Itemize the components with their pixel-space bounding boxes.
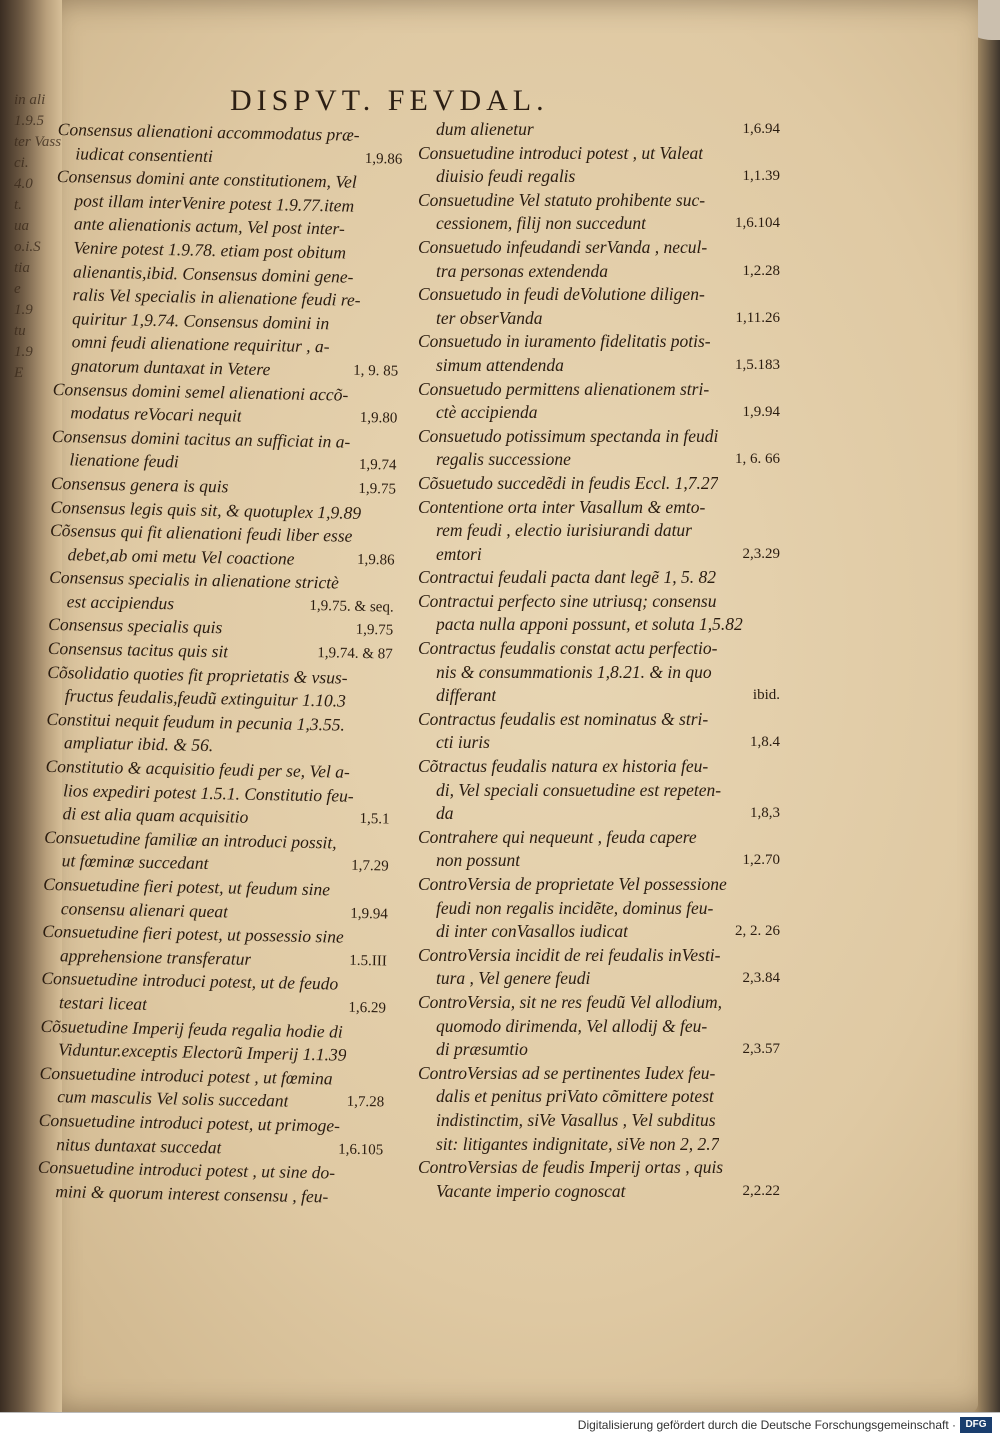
entry-text: gnatorum duntaxat in Vetere xyxy=(71,355,271,380)
margin-fragment: o.i.S xyxy=(14,239,41,255)
entry-text: differant xyxy=(436,685,497,706)
entry-text: consensu alienari queat xyxy=(60,897,229,922)
funding-notice: Digitalisierung gefördert durch die Deutsche Forschungsgemeinschaft · xyxy=(577,1418,956,1432)
entry-text: alienantis,ibid. Consensus domini gene- xyxy=(72,260,354,287)
entry-text: Consuetudo potissimum spectanda in feudi xyxy=(418,425,719,446)
margin-fragment: in ali xyxy=(14,92,46,108)
running-header: DISPVT. FEVDAL. xyxy=(230,84,549,117)
entry-text: pacta nulla apponi possunt, et soluta 1,5.82 xyxy=(436,614,743,635)
entry-text: Consuetudine introduci potest , ut Valeat xyxy=(418,142,704,163)
index-line xyxy=(418,283,780,307)
entry-reference: 1,6.105 xyxy=(338,1141,384,1158)
entry-text: Consuetudo infeudandi serVanda , necul- xyxy=(418,236,708,257)
entry-text: quomodo dirimenda, Vel allodij & feu- xyxy=(436,1015,708,1036)
entry-text: Cõsensus qui fit alienationi feudi liber esse xyxy=(49,520,353,546)
entry-text: Consuetudine introduci potest , ut sine do- xyxy=(37,1156,336,1183)
index-line xyxy=(418,1015,780,1039)
index-line xyxy=(418,1133,780,1157)
entry-reference: 1,9.75 xyxy=(358,480,397,498)
entry-text: Contentione orta inter Vasallum & emto- xyxy=(418,496,706,517)
index-line xyxy=(418,590,780,614)
entry-reference: 1, 9. 85 xyxy=(353,362,399,380)
index-entry xyxy=(53,165,402,384)
entry-text: ControVersia incidit de rei feudalis inVesti- xyxy=(418,944,721,965)
index-line xyxy=(418,826,780,850)
footer-bar xyxy=(0,1412,1000,1438)
index-entry xyxy=(41,967,387,1021)
entry-text: Consuetudine introduci potest, ut de feudo xyxy=(41,968,339,994)
index-entry xyxy=(418,1156,780,1203)
entry-text: ante alienationis actum, Vel post inter- xyxy=(73,213,345,239)
entry-reference: 1,9.86 xyxy=(356,551,395,569)
index-column-left xyxy=(37,118,403,1210)
index-line xyxy=(418,307,780,331)
entry-reference: 1,11.26 xyxy=(735,309,780,326)
index-line xyxy=(418,1085,780,1109)
index-entry xyxy=(51,425,397,479)
entry-text: Contrahere qui nequeunt , feuda capere xyxy=(418,826,697,847)
entry-text: Vacante imperio cognoscat xyxy=(436,1180,626,1201)
entry-reference: 1,8.4 xyxy=(750,734,780,751)
index-entry xyxy=(418,637,780,708)
entry-reference: 1,9.94 xyxy=(742,404,780,421)
entry-text: Consensus domini semel alienationi accõ- xyxy=(52,378,349,405)
entry-text: ControVersias ad se pertinentes Iudex feu- xyxy=(418,1062,716,1083)
index-line xyxy=(418,1109,780,1133)
entry-text: Consensus genera is quis xyxy=(50,472,229,497)
entry-text: Consuetudine fieri potest, ut feudum sine xyxy=(43,873,331,900)
index-line xyxy=(418,1180,780,1204)
entry-text: Consensus tacitus quis sit xyxy=(47,637,229,662)
index-entry xyxy=(42,920,388,974)
entry-text: ctè accipienda xyxy=(436,402,538,423)
entry-text: lienatione feudi xyxy=(69,449,179,472)
index-line xyxy=(418,708,780,732)
index-column-right xyxy=(418,118,780,1203)
entry-text: simum attendenda xyxy=(436,354,564,375)
margin-fragment: e xyxy=(14,281,21,297)
margin-fragment: t. xyxy=(14,197,22,213)
entry-text: dum alienetur xyxy=(436,119,534,139)
entry-reference: 2,3.57 xyxy=(742,1041,780,1058)
index-line xyxy=(418,543,780,567)
entry-text: fructus feudalis,feudũ extinguitur 1.10.3 xyxy=(64,685,347,711)
entry-text: Consuetudine Vel statuto prohibente suc- xyxy=(418,189,706,210)
index-entry xyxy=(418,1062,780,1156)
index-line xyxy=(418,566,780,590)
entry-text: Viduntur.exceptis Electorũ Imperij 1.1.39 xyxy=(57,1039,347,1065)
entry-text: apprehensione transferatur xyxy=(59,944,252,969)
index-entry xyxy=(418,755,780,826)
entry-reference: 1,7.28 xyxy=(346,1094,385,1111)
index-entry xyxy=(418,283,780,330)
index-line xyxy=(418,1156,780,1180)
entry-reference: 1,6.104 xyxy=(735,215,780,232)
entry-text: non possunt xyxy=(436,850,521,871)
entry-reference: 1, 6. 66 xyxy=(735,451,780,468)
margin-fragment: tu xyxy=(14,323,26,339)
entry-text: testari liceat xyxy=(58,992,148,1014)
entry-reference: 1,9.75 xyxy=(355,622,394,639)
index-entry xyxy=(44,755,390,832)
index-entry xyxy=(40,1014,386,1068)
entry-text: ut fœminæ succedant xyxy=(61,850,209,874)
entry-text: Consuetudine introduci potest , ut fœmina xyxy=(39,1062,333,1089)
entry-text: Consuetudo permittens alienationem stri- xyxy=(418,378,710,399)
entry-text: Consuetudine fieri potest, ut possessio sine xyxy=(42,921,344,947)
index-line xyxy=(418,802,780,826)
entry-text: da xyxy=(436,803,454,824)
entry-text: regalis successione xyxy=(436,449,571,470)
index-line xyxy=(418,378,780,402)
entry-reference: 2,3.84 xyxy=(742,970,780,987)
index-line xyxy=(418,661,780,685)
index-entry xyxy=(48,566,394,620)
index-entry xyxy=(418,472,780,496)
index-entry xyxy=(418,330,780,377)
margin-fragment: ci. xyxy=(14,155,29,171)
entry-text: rem feudi , electio iurisiurandi datur xyxy=(436,520,692,541)
entry-text: di, Vel speciali consuetudine est repeten- xyxy=(436,779,722,800)
index-line xyxy=(418,920,780,944)
entry-text: Cõsolidatio quoties fit proprietatis & vsus- xyxy=(47,661,348,688)
entry-text: cum masculis Vel solis succedant xyxy=(57,1086,289,1111)
entry-reference: 1,9.74. & 87 xyxy=(317,645,393,663)
index-line xyxy=(418,236,780,260)
index-entry xyxy=(44,826,390,880)
entry-text: omni feudi alienatione requiritur , a- xyxy=(71,331,330,357)
index-entry xyxy=(418,118,780,142)
entry-text: indistinctim, siVe Vasallus , Vel subditus xyxy=(436,1109,716,1130)
entry-text: Venire potest 1.9.78. etiam post obitum xyxy=(73,237,347,263)
index-line xyxy=(418,519,780,543)
index-entry xyxy=(49,519,395,573)
index-entry xyxy=(418,236,780,283)
index-entry xyxy=(418,590,780,637)
index-line xyxy=(418,118,780,142)
entry-text: mini & quorum interest consensu , feu- xyxy=(55,1180,329,1207)
index-entry xyxy=(418,189,780,236)
entry-text: Cõsuetudine Imperij feuda regalia hodie di xyxy=(40,1015,343,1042)
index-line xyxy=(418,472,780,496)
entry-text: Consuetudine introduci potest, ut primoge- xyxy=(38,1109,341,1136)
index-entry xyxy=(418,944,780,991)
index-line xyxy=(418,401,780,425)
entry-text: tura , Vel genere feudi xyxy=(436,968,591,989)
margin-fragment: 1.9.5 xyxy=(14,113,44,129)
entry-text: Contractus feudalis constat actu perfectio- xyxy=(418,638,718,659)
entry-text: ralis Vel specialis in alienatione feudi re- xyxy=(72,284,361,310)
entry-text: feudi non regalis incidẽte, dominus feu- xyxy=(436,897,714,918)
index-entry xyxy=(418,826,780,873)
index-entry xyxy=(57,118,403,172)
index-line xyxy=(418,731,780,755)
entry-text: Consuetudine familiæ an introduci possit, xyxy=(44,826,337,853)
entry-reference: 1,1.39 xyxy=(742,168,780,185)
entry-text: Consensus alienationi accommodatus præ- xyxy=(57,118,360,145)
entry-reference: 1,5.183 xyxy=(735,356,780,373)
entry-reference: 1,9.74 xyxy=(358,457,397,474)
index-entry xyxy=(52,377,398,431)
index-entry xyxy=(418,873,780,944)
entry-reference: 1.5.III xyxy=(349,952,388,970)
entry-text: iudicat consentienti xyxy=(75,142,214,166)
index-entry xyxy=(418,425,780,472)
entry-reference: 1,5.1 xyxy=(359,811,390,828)
entry-reference: 1,9.94 xyxy=(350,905,388,923)
entry-text: ControVersias de feudis Imperij ortas , quis xyxy=(418,1157,724,1178)
index-entry xyxy=(418,566,780,590)
entry-text: ControVersia, sit ne res feudũ Vel allodium, xyxy=(418,991,722,1012)
entry-text: est accipiendus xyxy=(66,591,175,614)
index-line xyxy=(418,637,780,661)
entry-text: ter obserVanda xyxy=(436,307,543,328)
index-entry xyxy=(46,708,392,762)
entry-text: di inter conVasallos iudicat xyxy=(436,921,629,942)
entry-reference: 1,9.75. & seq. xyxy=(309,597,394,616)
entry-text: Consensus domini tacitus an sufficiat in a- xyxy=(51,425,351,452)
entry-text: quiritur 1,9.74. Consensus domini in xyxy=(71,308,330,333)
index-line xyxy=(418,755,780,779)
entry-reference: 1,2.28 xyxy=(742,262,780,279)
index-line xyxy=(418,944,780,968)
index-line xyxy=(418,496,780,520)
entry-text: Consensus specialis quis xyxy=(48,614,223,638)
entry-text: Consensus specialis in alienatione strictè xyxy=(48,567,340,593)
entry-text: post illam interVenire potest 1.9.77.item xyxy=(74,190,355,216)
entry-text: Constitui nequit feudum in pecunia 1,3.55. xyxy=(46,708,346,735)
entry-text: Consuetudo in feudi deVolutione diligen- xyxy=(418,284,705,305)
index-line xyxy=(418,448,780,472)
entry-reference: 1,7.29 xyxy=(351,858,389,875)
entry-text: Consensus domini ante constitutionem, Vel xyxy=(56,166,357,192)
entry-text: diuisio feudi regalis xyxy=(436,166,576,187)
entry-text: di est alia quam acquisitio xyxy=(62,803,249,827)
index-entry xyxy=(47,661,393,715)
index-line xyxy=(418,613,780,637)
margin-fragment: E xyxy=(14,365,24,381)
margin-fragment: 4.0 xyxy=(14,176,33,192)
index-line xyxy=(418,142,780,166)
index-line xyxy=(418,212,780,236)
entry-reference: 1,9.80 xyxy=(359,409,398,427)
index-line xyxy=(418,991,780,1015)
margin-fragment: 1.9 xyxy=(14,344,33,360)
entry-text: ControVersia de proprietate Vel possessione xyxy=(418,874,727,894)
entry-reference: 2,2.22 xyxy=(742,1182,780,1199)
margin-fragment: ter Vass xyxy=(14,134,62,150)
index-entry xyxy=(418,496,780,567)
index-entry xyxy=(43,873,389,927)
entry-text: di præsumtio xyxy=(436,1039,528,1060)
entry-reference: 1,2.70 xyxy=(742,852,780,869)
dfg-logo: DFG xyxy=(960,1417,992,1433)
entry-text: tra personas extendenda xyxy=(436,260,609,281)
index-line xyxy=(418,779,780,803)
index-entry xyxy=(39,1062,385,1116)
index-line xyxy=(418,873,780,897)
entry-text: Contractui perfecto sine utriusq; consensu xyxy=(418,590,717,611)
entry-text: lios expediri potest 1.5.1. Constitutio feu- xyxy=(62,779,354,806)
index-entry xyxy=(418,991,780,1062)
entry-reference: ibid. xyxy=(752,687,780,704)
entry-text: Cõtractus feudalis natura ex historia feu- xyxy=(418,756,709,777)
index-entry xyxy=(418,378,780,425)
index-entry xyxy=(38,1109,384,1163)
entry-text: debet,ab omi metu Vel coactione xyxy=(67,543,295,569)
margin-fragment: tia xyxy=(14,260,30,276)
index-line xyxy=(418,165,780,189)
index-line xyxy=(418,425,780,449)
entry-text: sit: litigantes indignitate, siVe non 2, 2.7 xyxy=(436,1133,720,1154)
entry-text: Consensus legis quis sit, & quotuplex 1,9.89 xyxy=(50,496,362,523)
entry-text: Cõsuetudo succedẽdi in feudis Eccl. 1,7.27 xyxy=(418,472,719,493)
index-line xyxy=(418,354,780,378)
entry-text: Contractus feudalis est nominatus & stri- xyxy=(418,708,709,729)
entry-text: dalis et penitus priVato cõmittere potest xyxy=(436,1086,714,1107)
entry-reference: 1,9.86 xyxy=(364,150,403,168)
entry-text: nis & consummationis 1,8.21. & in quo xyxy=(436,661,712,682)
entry-reference: 1,6.29 xyxy=(348,999,387,1017)
entry-reference: 1,8,3 xyxy=(750,805,780,822)
index-line xyxy=(418,260,780,284)
entry-reference: 2, 2. 26 xyxy=(735,923,780,940)
index-line xyxy=(418,967,780,991)
entry-reference: 2,3.29 xyxy=(742,545,780,562)
index-entry xyxy=(37,1156,383,1210)
margin-fragment: 1.9 xyxy=(14,302,33,318)
index-line xyxy=(418,849,780,873)
entry-text: modatus reVocari nequit xyxy=(70,402,242,426)
index-line xyxy=(418,189,780,213)
entry-text: ampliatur ibid. & 56. xyxy=(63,732,214,756)
entry-text: Consuetudo in iuramento fidelitatis potis- xyxy=(418,331,711,352)
index-entry xyxy=(418,142,780,189)
entry-text: Constitutio & acquisitio feudi per se, Vel a- xyxy=(45,755,350,782)
index-entry xyxy=(418,708,780,755)
entry-text: nitus duntaxat succedat xyxy=(56,1133,222,1157)
index-line xyxy=(418,1062,780,1086)
index-line xyxy=(418,330,780,354)
entry-reference: 1,6.94 xyxy=(742,121,780,137)
entry-text: cessionem, filij non succedunt xyxy=(436,213,646,234)
index-line xyxy=(418,897,780,921)
index-line xyxy=(418,1038,780,1062)
entry-text: emtori xyxy=(436,543,482,564)
entry-text: cti iuris xyxy=(436,732,490,753)
entry-text: Contractui feudali pacta dant legẽ 1, 5. 82 xyxy=(418,567,716,588)
margin-fragment: ua xyxy=(14,218,29,234)
index-line xyxy=(418,684,780,708)
